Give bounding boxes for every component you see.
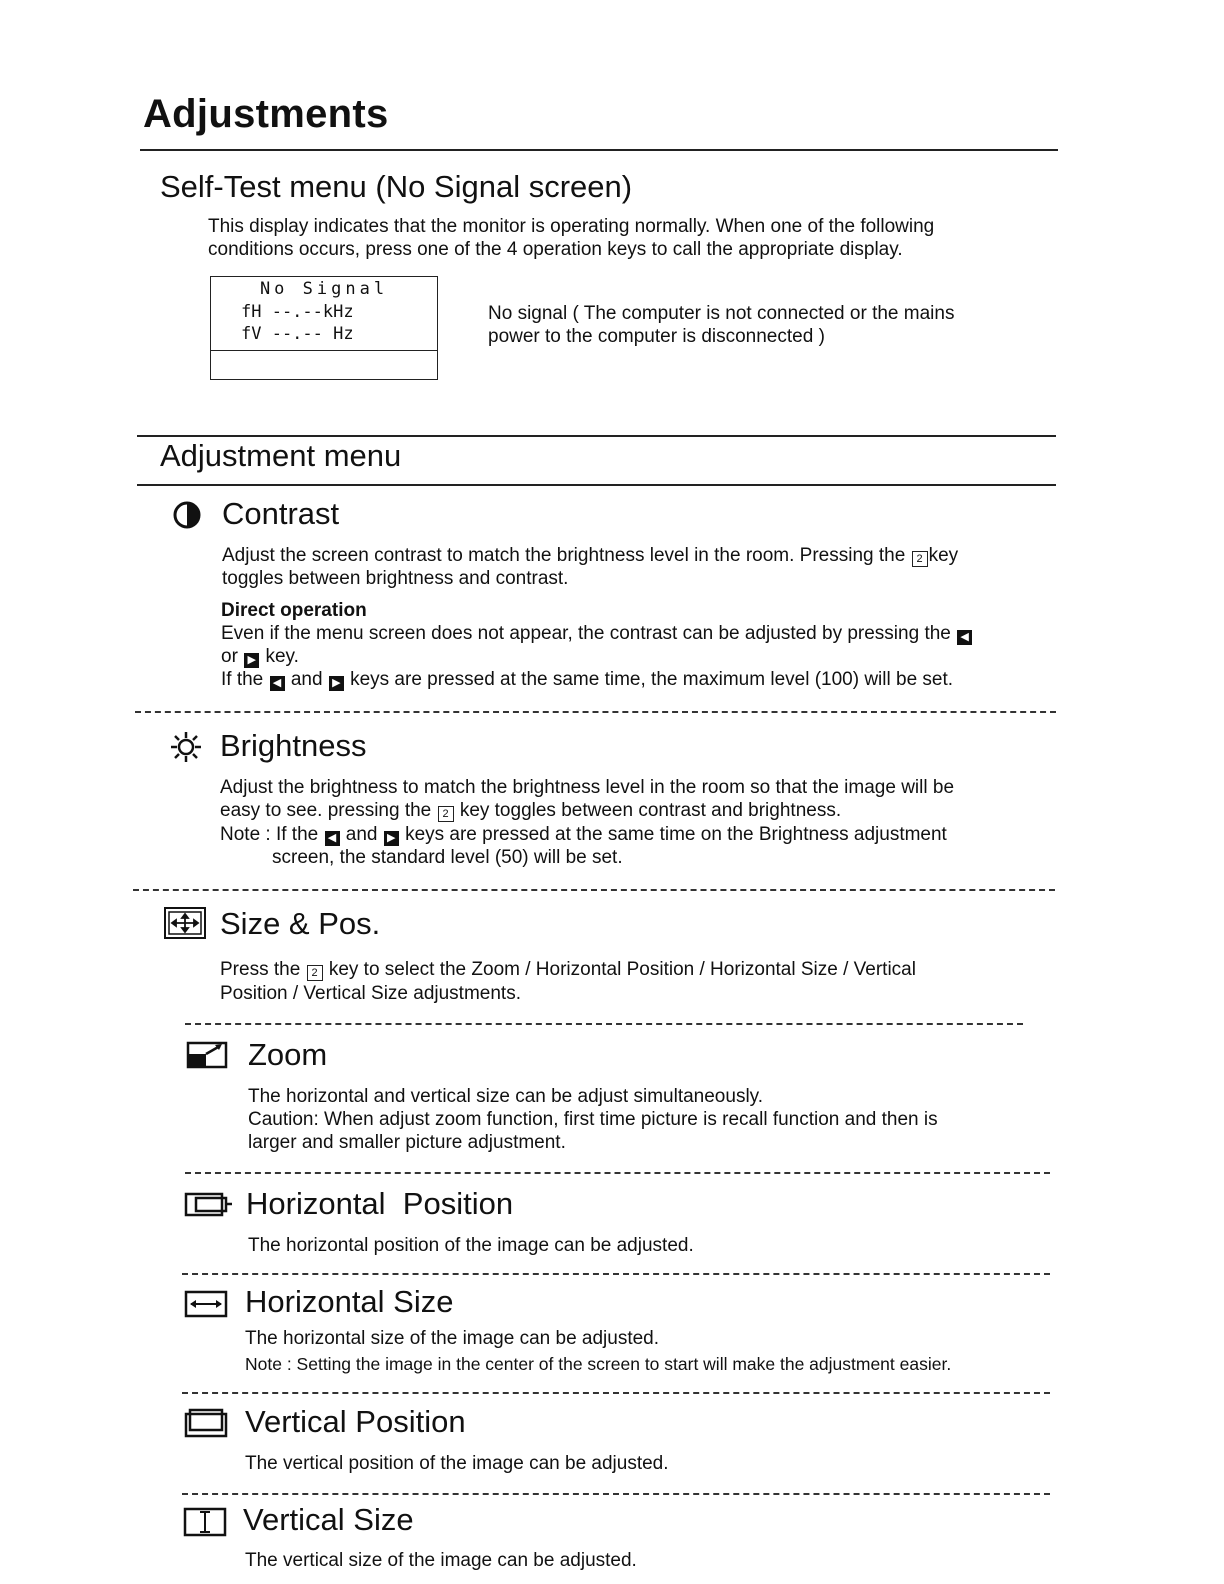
brightness-note-2: screen, the standard level (50) will be set. [272, 847, 623, 868]
osd-divider [211, 350, 437, 351]
direct-line-3: If the ◀ and ▶ keys are pressed at the same time, the maximum level (100) will be set. [221, 669, 954, 690]
adjustment-top-rule [137, 435, 1056, 437]
h-size-line-1: The horizontal size of the image can be adjusted. [245, 1328, 660, 1349]
selftest-intro-1: This display indicates that the monitor is operating normally. When one of the following [208, 216, 935, 237]
zoom-title: Zoom [248, 1037, 328, 1072]
v-size-line-1: The vertical size of the image can be adjusted. [245, 1550, 637, 1571]
brightness-note-1: Note : If the ◀ and ▶ keys are pressed at the same time on the Brightness adjustment [220, 824, 947, 845]
divider [185, 1172, 1050, 1174]
v-position-title: Vertical Position [245, 1404, 466, 1439]
zoom-line-2: Caution: When adjust zoom function, first time picture is recall function and then is [248, 1109, 938, 1130]
horizontal-size-icon [184, 1290, 228, 1318]
divider [135, 711, 1056, 713]
contrast-line-2: toggles between brightness and contrast. [222, 568, 569, 589]
selftest-heading: Self-Test menu (No Signal screen) [160, 169, 633, 204]
selftest-desc-2: power to the computer is disconnected ) [488, 326, 825, 347]
osd-title: No Signal [259, 279, 389, 299]
adjustment-bottom-rule [137, 484, 1056, 486]
osd-fv: fV --.-- Hz [241, 324, 354, 344]
h-size-note: Note : Setting the image in the center of the screen to start will make the adjustment easier. [245, 1354, 952, 1374]
divider [133, 889, 1055, 891]
size-pos-line-1: Press the 2 key to select the Zoom / Horizontal Position / Horizontal Size / Vertical [220, 959, 916, 980]
v-size-title: Vertical Size [243, 1502, 414, 1537]
divider [182, 1392, 1050, 1394]
right-arrow-key-icon: ▶ [244, 653, 259, 668]
horizontal-position-icon [184, 1192, 234, 1218]
zoom-icon [186, 1041, 230, 1069]
h-position-line-1: The horizontal position of the image can be adjusted. [248, 1235, 694, 1256]
key-2-icon: 2 [912, 551, 928, 567]
no-signal-osd [210, 276, 438, 380]
key-2-icon: 2 [307, 965, 323, 981]
left-arrow-key-icon: ◀ [270, 676, 285, 691]
page-title: Adjustments [143, 92, 389, 136]
size-pos-line-2: Position / Vertical Size adjustments. [220, 983, 521, 1004]
brightness-line-2: easy to see. pressing the 2 key toggles between contrast and brightness. [220, 800, 842, 821]
left-arrow-key-icon: ◀ [325, 831, 340, 846]
selftest-intro-2: conditions occurs, press one of the 4 operation keys to call the appropriate display. [208, 239, 903, 260]
v-position-line-1: The vertical position of the image can be adjusted. [245, 1453, 669, 1474]
left-arrow-key-icon: ◀ [957, 630, 972, 645]
sun-icon [170, 731, 202, 763]
size-position-icon [163, 906, 207, 940]
size-pos-title: Size & Pos. [220, 906, 381, 941]
key-2-icon: 2 [438, 806, 454, 822]
brightness-line-1: Adjust the brightness to match the brightness level in the room so that the image will be [220, 777, 955, 798]
right-arrow-key-icon: ▶ [384, 831, 399, 846]
vertical-position-icon [184, 1408, 228, 1438]
h-size-title: Horizontal Size [245, 1284, 454, 1319]
zoom-line-3: larger and smaller picture adjustment. [248, 1132, 566, 1153]
zoom-line-1: The horizontal and vertical size can be adjust simultaneously. [248, 1086, 764, 1107]
osd-fh: fH --.--kHz [241, 302, 354, 322]
contrast-title: Contrast [222, 496, 340, 531]
divider [182, 1273, 1050, 1275]
divider [182, 1493, 1050, 1495]
selftest-desc-1: No signal ( The computer is not connected or the mains [488, 303, 955, 324]
direct-operation-heading: Direct operation [221, 600, 367, 621]
direct-line-1: Even if the menu screen does not appear, the contrast can be adjusted by pressing the ◀ [221, 622, 973, 645]
adjustment-menu-heading: Adjustment menu [160, 438, 402, 473]
contrast-line-1: Adjust the screen contrast to match the brightness level in the room. Pressing the 2 key [222, 545, 959, 566]
right-arrow-key-icon: ▶ [329, 676, 344, 691]
title-rule [140, 149, 1058, 151]
contrast-icon [172, 500, 202, 530]
direct-line-2: or ▶ key. [221, 646, 299, 667]
divider [185, 1023, 1023, 1025]
h-position-title: Horizontal Position [246, 1186, 514, 1221]
vertical-size-icon [183, 1507, 227, 1537]
brightness-title: Brightness [220, 728, 367, 763]
